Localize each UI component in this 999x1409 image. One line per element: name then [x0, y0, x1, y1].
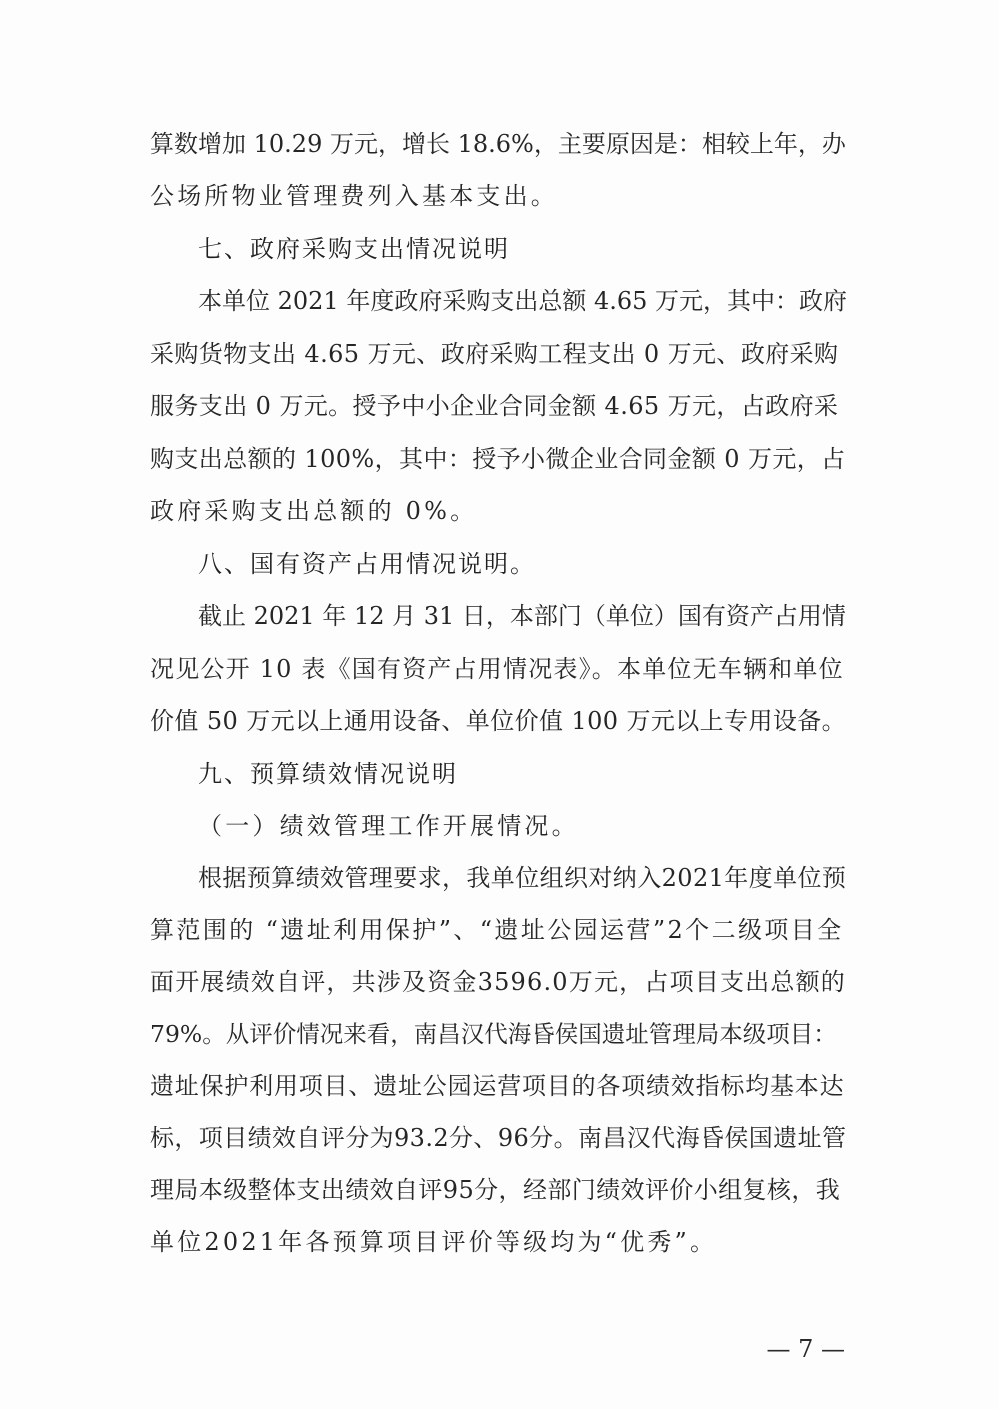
body-text-line: 面开展绩效自评，共涉及资金3596.0万元，占项目支出总额的: [150, 968, 846, 996]
body-text-line: 截止 2021 年 12 月 31 日，本部门（单位）国有资产占用情: [198, 602, 846, 630]
body-text-line: 公场所物业管理费列入基本支出。: [150, 182, 558, 210]
body-text-line: 况见公开 10 表《国有资产占用情况表》。本单位无车辆和单位: [150, 655, 844, 683]
section-heading-9: 九、预算绩效情况说明: [198, 760, 458, 788]
body-text-line: 单位2021年各预算项目评价等级均为“优秀”。: [150, 1228, 718, 1256]
subsection-heading: （一）绩效管理工作开展情况。: [198, 812, 579, 840]
body-text-line: 价值 50 万元以上通用设备、单位价值 100 万元以上专用设备。: [150, 707, 847, 735]
body-text-line: 本单位 2021 年度政府采购支出总额 4.65 万元，其中：政府: [198, 287, 848, 315]
body-text-line: 遗址保护利用项目、遗址公园运营项目的各项绩效指标均基本达: [150, 1072, 845, 1100]
section-heading-8: 八、国有资产占用情况说明。: [198, 550, 536, 578]
body-text-line: 理局本级整体支出绩效自评95分，经部门绩效评价小组复核，我: [150, 1176, 841, 1204]
body-text-line: 根据预算绩效管理要求，我单位组织对纳入2021年度单位预: [198, 864, 847, 892]
body-text-line: 服务支出 0 万元。授予中小企业合同金额 4.65 万元，占政府采: [150, 392, 839, 420]
section-heading-7: 七、政府采购支出情况说明: [198, 235, 510, 263]
body-text-line: 采购货物支出 4.65 万元、政府采购工程支出 0 万元、政府采购: [150, 340, 839, 368]
body-text-line: 算范围的 “遗址利用保护”、“遗址公园运营”2个二级项目全: [150, 916, 844, 944]
body-text-line: 算数增加 10.29 万元，增长 18.6%，主要原因是：相较上年，办: [150, 130, 846, 158]
body-text-line: 标，项目绩效自评分为93.2分、96分。南昌汉代海昏侯国遗址管: [150, 1124, 847, 1152]
body-text-line: 79%。从评价情况来看，南昌汉代海昏侯国遗址管理局本级项目：: [150, 1020, 837, 1048]
body-text-line: 政府采购支出总额的 0%。: [150, 497, 478, 525]
body-text-line: 购支出总额的 100%，其中：授予小微企业合同金额 0 万元，占: [150, 445, 846, 473]
page-number: — 7 —: [766, 1335, 845, 1363]
